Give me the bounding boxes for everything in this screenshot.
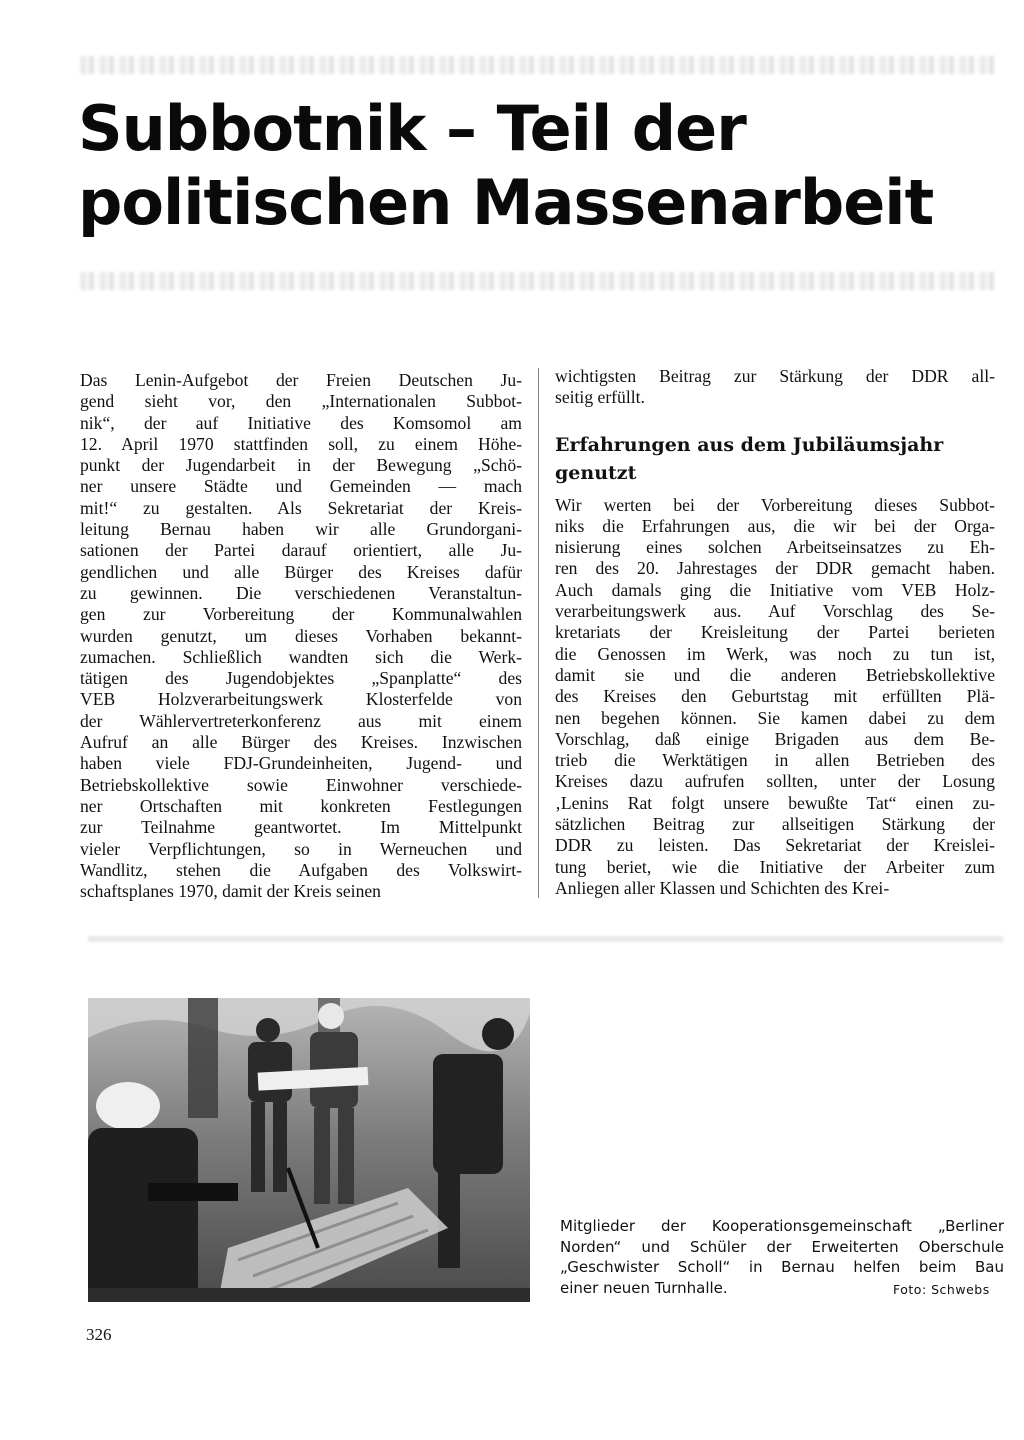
text-line: schaftsplanes 1970, damit der Kreis seinen <box>80 881 381 902</box>
text-line: zur Teilnahme geantwortet. Im Mittelpunkt <box>80 817 522 838</box>
photo-credit: Foto: Schwebs <box>893 1282 990 1297</box>
photo-illustration <box>88 998 530 1302</box>
text-line: gend sieht vor, den „Internationalen Subbot- <box>80 391 522 412</box>
text-line: ner Ortschaften mit konkreten Festlegungen <box>80 795 522 816</box>
text-line: zu gewinnen. Die verschiedenen Veranstaltun- <box>80 582 522 603</box>
caption-line: einer neuen Turnhalle. <box>560 1278 728 1297</box>
text-line: Betriebskollektive sowie Einwohner verschiede- <box>80 774 522 795</box>
text-line: tätigen des Jugendobjektes „Spanplatte“ des <box>80 668 522 689</box>
left-paragraph <box>80 370 522 902</box>
text-line: zumachen. Schließlich wandten sich die Werk- <box>80 646 522 667</box>
text-line: haben viele FDJ-Grundeinheiten, Jugend- und <box>80 753 522 774</box>
text-line: sätzlichen Beitrag zur allseitigen Stärkung der <box>555 814 995 835</box>
text-line: gen zur Vorbereitung der Kommunalwahlen <box>80 604 522 625</box>
text-line: ner unsere Städte und Gemeinden — mach <box>80 476 522 497</box>
right-intro-paragraph <box>555 366 995 409</box>
caption-line: „Geschwister Scholl“ in Bernau helfen beim Bau <box>560 1258 1004 1276</box>
section-subheading <box>555 431 995 487</box>
text-line: leitung Bernau haben wir alle Grundorgani- <box>80 519 522 540</box>
text-line: tung beriet, wie die Initiative der Arbeiter zum <box>555 856 995 877</box>
text-line: nen begehen können. Sie kamen dabei zu dem <box>555 707 995 728</box>
left-text-column <box>80 370 522 902</box>
text-line: ren des 20. Jahrestages der DDR gemacht haben. <box>555 558 995 579</box>
show-through-text-top <box>80 56 995 74</box>
text-line: sationen der Partei darauf orientiert, alle Ju- <box>80 540 522 561</box>
page-number: 326 <box>86 1325 112 1344</box>
text-line: mit!“ zu gestalten. Als Sekretariat der Kreis- <box>80 497 522 518</box>
text-line: nik“, der auf Initiative des Komsomol am <box>80 412 522 433</box>
text-line: punkt der Jugendarbeit in der Bewegung „Schö- <box>80 455 522 476</box>
text-line: Vorschlag, daß einige Brigaden aus dem Be- <box>555 728 995 749</box>
workers-photo <box>88 998 530 1302</box>
text-line: die Genossen im Werk, was noch zu tun ist, <box>555 643 995 664</box>
text-line: des Kreises den Geburtstag mit erfüllten Plä- <box>555 686 995 707</box>
show-through-text-middle <box>80 272 995 290</box>
section-separator <box>88 936 1003 942</box>
text-line: Wandlitz, stehen die Aufgaben des Volkswirt- <box>80 859 522 880</box>
text-line: seitig erfüllt. <box>555 387 645 408</box>
text-line: VEB Holzverarbeitungswerk Klosterfelde von <box>80 689 522 710</box>
text-line: Kreises dazu aufrufen sollten, unter der Losung <box>555 771 995 792</box>
text-line: Auch damals ging die Initiative vom VEB Holz- <box>555 579 995 600</box>
text-line: Das Lenin-Aufgebot der Freien Deutschen Ju- <box>80 370 522 390</box>
headline-line-2: politischen Massenarbeit <box>78 166 934 239</box>
right-text-column <box>555 366 995 899</box>
text-line: Wir werten bei der Vorbereitung dieses Subbot- <box>555 494 995 515</box>
text-line: gendlichen und alle Bürger des Kreises dafür <box>80 561 522 582</box>
text-line: ‚Lenins Rat folgt unsere bewußte Tat“ einen zu- <box>555 792 995 813</box>
text-line: damit sie und die anderen Betriebskollektive <box>555 664 995 685</box>
text-line: vieler Verpflichtungen, so in Werneuchen und <box>80 838 522 859</box>
text-line: wurden genutzt, um dieses Vorhaben bekannt- <box>80 625 522 646</box>
text-line: 12. April 1970 stattfinden soll, zu einem Höhe- <box>80 433 522 454</box>
text-line: trieb die Werktätigen in allen Betrieben des <box>555 750 995 771</box>
text-line: DDR zu leisten. Das Sekretariat der Kreislei- <box>555 835 995 856</box>
subheading-line-1: Erfahrungen aus dem Jubiläumsjahr <box>555 433 944 456</box>
article-headline <box>78 92 998 240</box>
text-line: niks die Erfahrungen aus, die wir bei der Orga- <box>555 515 995 536</box>
text-line: wichtigsten Beitrag zur Stärkung der DDR all- <box>555 366 995 386</box>
headline-line-1: Subbotnik – Teil der <box>78 92 746 165</box>
text-line: kretariats der Kreisleitung der Partei berieten <box>555 622 995 643</box>
right-body-paragraph <box>555 495 995 900</box>
text-line: nisierung eines solchen Arbeitseinsatzes zu Eh- <box>555 537 995 558</box>
text-line: Aufruf an alle Bürger des Kreises. Inzwischen <box>80 732 522 753</box>
caption-line: Norden“ und Schüler der Erweiterten Oberschule <box>560 1237 1004 1256</box>
text-line: verarbeitungswerk aus. Auf Vorschlag des Se- <box>555 601 995 622</box>
text-line: der Wählervertreterkonferenz aus mit einem <box>80 710 522 731</box>
text-line: Anliegen aller Klassen und Schichten des Krei- <box>555 877 890 898</box>
column-divider <box>538 368 539 898</box>
caption-line: Mitglieder der Kooperationsgemeinschaft „Berliner <box>560 1217 1004 1235</box>
subheading-line-2: genutzt <box>555 461 637 484</box>
